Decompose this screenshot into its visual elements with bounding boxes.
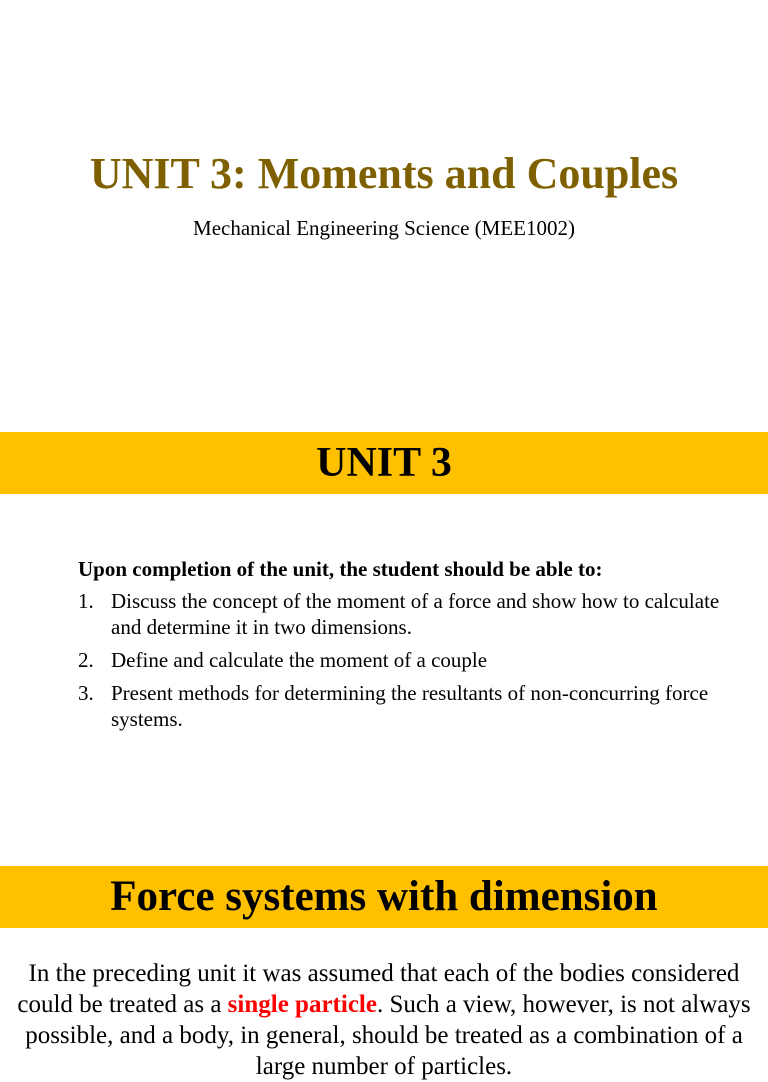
- objective-number: 1.: [78, 589, 94, 613]
- objective-number: 3.: [78, 681, 94, 705]
- slide-heading: Force systems with dimension: [110, 873, 658, 920]
- objectives-intro: Upon completion of the unit, the student should be able to:: [78, 557, 603, 581]
- highlight-term: single particle: [227, 991, 377, 1018]
- title-slide: [0, 0, 768, 432]
- heading-band: [0, 432, 768, 494]
- objectives-slide: [0, 432, 768, 866]
- objectives-block: [78, 556, 728, 739]
- objective-number: 2.: [78, 648, 94, 672]
- objective-text: Define and calculate the moment of a couple: [111, 648, 488, 672]
- course-subtitle: Mechanical Engineering Science (MEE1002): [193, 216, 575, 240]
- body-text-end: . Such a view, however, is not always possible, and a body, in general, should be treated as a combination of a large number of particles.: [25, 991, 751, 1080]
- objective-item: [78, 647, 728, 673]
- body-paragraph: [14, 958, 754, 1082]
- objective-text: Present methods for determining the resultants of non-concurring force systems.: [111, 681, 709, 731]
- objective-item: [78, 588, 728, 640]
- unit-title: UNIT 3: Moments and Couples: [89, 149, 679, 198]
- objective-text: Discuss the concept of the moment of a force and show how to calculate and determine it in two dimensions.: [111, 589, 720, 639]
- slide-heading: UNIT 3: [316, 440, 452, 486]
- objectives-list: [78, 588, 728, 732]
- objective-item: [78, 680, 728, 732]
- content-slide: [0, 866, 768, 1080]
- heading-band: [0, 866, 768, 928]
- body-text-start: In the preceding unit it was assumed that each of the bodies considered could be treated as a: [17, 960, 740, 1018]
